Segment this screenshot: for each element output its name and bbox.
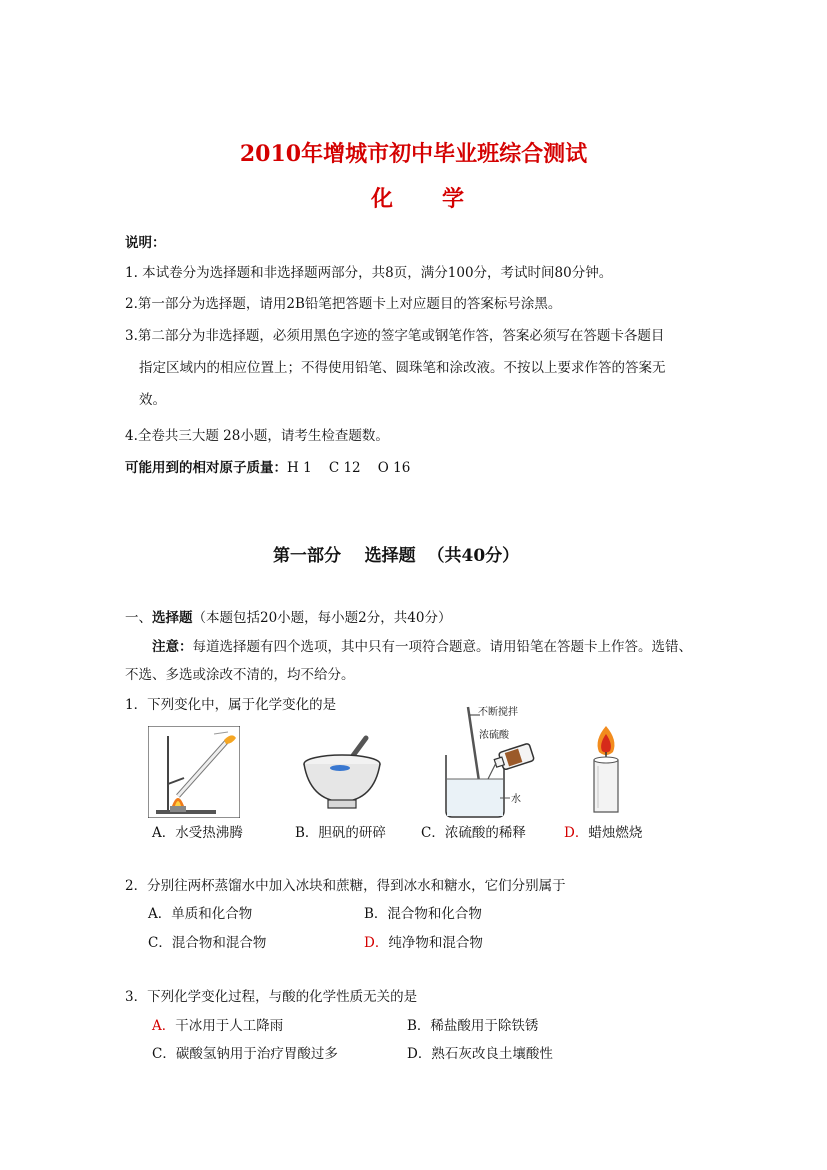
note-text: 每道选择题有四个选项，其中只有一项符合题意。请用铅笔在答题卡上作答。选错、 (192, 639, 692, 655)
option-letter: B． (364, 906, 388, 922)
option-text: 水受热沸腾 (175, 825, 243, 841)
subject-char-1: 化 (371, 186, 394, 212)
question-1-stem: 1．下列变化中，属于化学变化的是 (125, 697, 337, 713)
q3-option-c[interactable] (152, 1042, 338, 1062)
option-text: 熟石灰改良土壤酸性 (431, 1046, 553, 1062)
instruction-3: 3.第二部分为非选择题，必须用黑色字迹的签字笔或钢笔作答，答案必须写在答题卡各题目 (125, 328, 665, 344)
option-letter: D． (407, 1046, 432, 1062)
section-prefix: 一、 (125, 610, 152, 626)
question-3-stem: 3．下列化学变化过程，与酸的化学性质无关的是 (125, 989, 418, 1005)
atomic-mass-label: 可能用到的相对原子质量： (125, 460, 287, 476)
label-conc-acid: 浓硫酸 (479, 730, 509, 741)
option-text: 单质和化合物 (171, 906, 253, 922)
label-water: 水 (511, 794, 521, 805)
instruction-3-cont: 指定区域内的相应位置上；不得使用铅笔、圆珠笔和涂改液。不按以上要求作答的答案无 (139, 360, 666, 376)
option-letter-correct: D． (364, 935, 389, 951)
note-label: 注意： (152, 639, 193, 655)
exam-title: 2010年增城市初中毕业班综合测试 (239, 141, 588, 167)
option-text: 蜡烛燃烧 (588, 825, 643, 841)
label-stir: 不断搅拌 (478, 707, 518, 718)
instruction-3-end: 效。 (139, 392, 166, 408)
q2-option-b[interactable] (364, 902, 482, 922)
q2-option-a[interactable] (148, 902, 252, 922)
part1-title: 第一部分 选择题 （共40分） (273, 546, 520, 566)
option-letter: C． (421, 825, 445, 841)
option-letter: B． (295, 825, 319, 841)
q1-option-b[interactable] (295, 821, 386, 841)
note-line-2: 不选、多选或涂改不清的，均不给分。 (125, 667, 355, 683)
option-letter: A． (152, 825, 176, 841)
option-letter: A． (148, 906, 172, 922)
question-2-stem: 2．分别往两杯蒸馏水中加入冰块和蔗糖，得到冰水和糖水，它们分别属于 (125, 878, 566, 894)
instruction-4: 4.全卷共三大题 28小题，请考生检查题数。 (125, 428, 389, 444)
instructions-heading: 说明： (125, 235, 166, 251)
candle-figure (584, 724, 628, 816)
mortar-pestle-figure (300, 734, 386, 818)
note-line-1 (152, 635, 692, 655)
option-text: 纯净物和混合物 (388, 935, 483, 951)
option-text: 碳酸氢钠用于治疗胃酸过多 (175, 1046, 338, 1062)
option-text: 干冰用于人工降雨 (175, 1018, 284, 1034)
instruction-2: 2.第一部分为选择题，请用2B铅笔把答题卡上对应题目的答案标号涂黑。 (125, 296, 562, 312)
option-letter: B． (407, 1018, 431, 1034)
option-text: 稀盐酸用于除铁锈 (430, 1018, 539, 1034)
q3-option-b[interactable] (407, 1014, 538, 1034)
atomic-mass-line (125, 456, 410, 476)
q1-option-a[interactable] (152, 821, 243, 841)
instruction-1: 1. 本试卷分为选择题和非选择题两部分，共8页，满分100分，考试时间80分钟。 (125, 265, 613, 281)
option-text: 混合物和混合物 (171, 935, 267, 951)
option-letter-correct: A． (152, 1018, 176, 1034)
option-letter: C． (152, 1046, 176, 1062)
option-text: 胆矾的研碎 (318, 825, 386, 841)
section-name: 选择题 (152, 610, 193, 626)
q3-option-d[interactable] (407, 1042, 553, 1062)
section-desc: （本题包括20小题，每小题2分，共40分） (192, 610, 452, 626)
boiling-water-figure (148, 726, 240, 818)
q3-option-a[interactable] (152, 1014, 283, 1034)
option-letter: C． (148, 935, 172, 951)
q2-option-d[interactable] (364, 931, 483, 951)
q2-option-c[interactable] (148, 931, 266, 951)
dilution-figure (440, 703, 550, 821)
option-letter-correct: D． (564, 825, 589, 841)
section-intro (125, 606, 451, 626)
q1-option-d[interactable] (564, 821, 642, 841)
subject-char-2: 学 (442, 186, 465, 212)
atomic-mass-values: H 1 C 12 O 16 (287, 460, 411, 476)
option-text: 浓硫酸的稀释 (444, 825, 526, 841)
option-text: 混合物和化合物 (387, 906, 482, 922)
q1-option-c[interactable] (421, 821, 526, 841)
